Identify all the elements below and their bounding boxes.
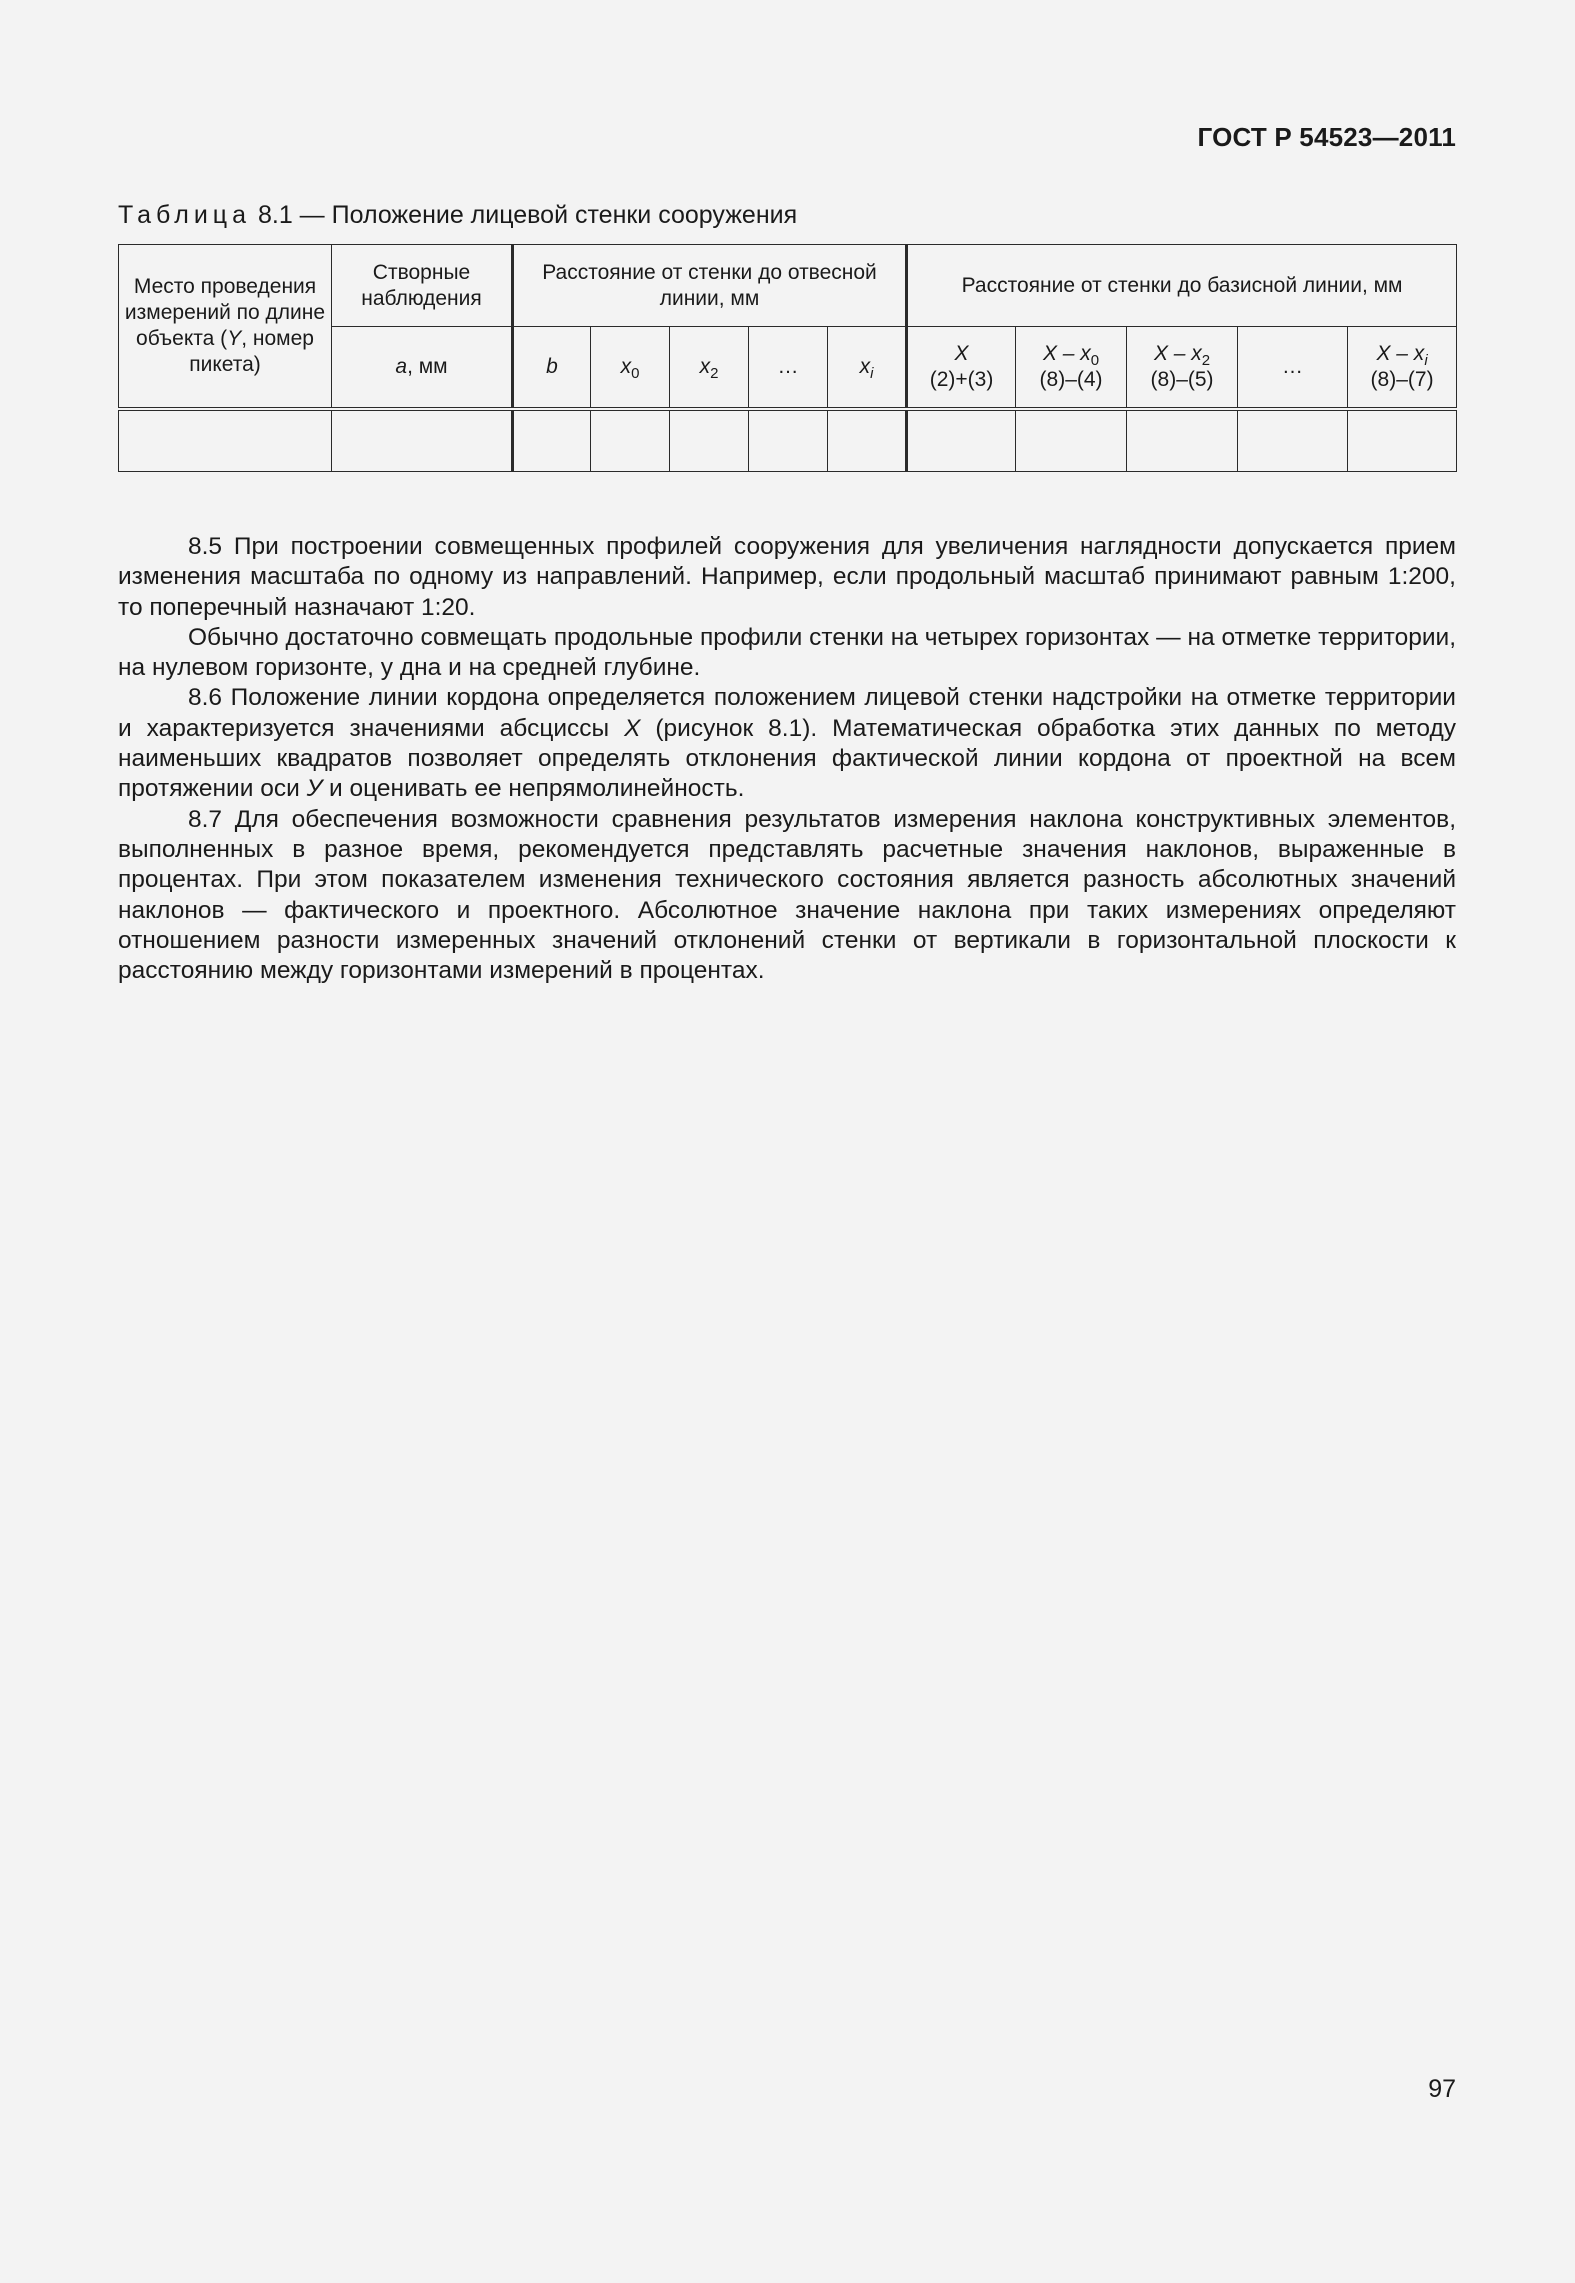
header-stvor-observations: Створные наблюдения bbox=[332, 245, 513, 327]
header-measurement-place: Место проведения измерений по длине объекта (Y, номер пикета) bbox=[119, 245, 332, 409]
body-text bbox=[118, 532, 1456, 986]
header-plumb-distance: Расстояние от стенки до отвесной линии, мм bbox=[513, 245, 907, 327]
header-base-distance: Расстояние от стенки до базисной линии, мм bbox=[907, 245, 1457, 327]
subheader-b: b bbox=[513, 327, 591, 409]
subheader-X-minus-x0: X – $x_0$ (8)–(4) bbox=[1016, 327, 1127, 409]
table-cell bbox=[1348, 409, 1457, 472]
subheader-X-minus-xi: X – $x_i$ (8)–(7) bbox=[1348, 327, 1457, 409]
table-cell bbox=[513, 409, 591, 472]
table-caption-label: Таблица bbox=[118, 201, 252, 229]
subheader-xi: $x_i$ bbox=[828, 327, 907, 409]
table-cell bbox=[119, 409, 332, 472]
document-code: ГОСТ Р 54523—2011 bbox=[1197, 122, 1456, 152]
table-cell bbox=[1238, 409, 1348, 472]
table-cell bbox=[749, 409, 828, 472]
table-cell bbox=[1127, 409, 1238, 472]
table-cell bbox=[670, 409, 749, 472]
table-caption-title: 8.1 — Положение лицевой стенки сооружения bbox=[251, 201, 798, 229]
subheader-x0: $x_0$ bbox=[591, 327, 670, 409]
subheader-x2: $x_2$ bbox=[670, 327, 749, 409]
subheader-dots-1: … bbox=[749, 327, 828, 409]
paragraph-horizons: Обычно достаточно совмещать продольные профили стенки на четырех горизонтах — на отметке территории, на нулевом горизонте, у дна и на средней глубине. bbox=[118, 623, 1456, 682]
table-cell bbox=[828, 409, 907, 472]
subheader-dots-2: … bbox=[1238, 327, 1348, 409]
paragraph-8-7: 8.7 Для обеспечения возможности сравнения результатов измерения наклона конструктивных элементов, выполненных в разное время, рекомендуется представлять расчетные значения наклонов, выраженные в процентах. При этом показателем изменения технического состояния является разность абсолютных значений наклонов — фактического и проектного. Абсолютное значение наклона при таких измерениях определяют отношением разности измеренных значений отклонений стенки от вертикали в горизонтальной плоскости к расстоянию между горизонтами измерений в процентах. bbox=[118, 805, 1456, 985]
subheader-a: a, мм bbox=[332, 327, 513, 409]
subheader-X-minus-x2: X – $x_2$ (8)–(5) bbox=[1127, 327, 1238, 409]
table-header-row bbox=[119, 245, 1457, 327]
table-cell bbox=[1016, 409, 1127, 472]
table-caption bbox=[118, 201, 797, 230]
measurement-table bbox=[118, 244, 1457, 472]
table-cell bbox=[332, 409, 513, 472]
subheader-X: X (2)+(3) bbox=[907, 327, 1016, 409]
table-row bbox=[119, 409, 1457, 472]
paragraph-8-6: 8.6 Положение линии кордона определяется положением лицевой стенки надстройки на отметке территории и характеризуется значениями абсциссы X (рисунок 8.1). Математическая обработка этих данных по методу наименьших квадратов позволяет определять отклонения фактической линии кордона от проектной на всем протяжении оси У и оценивать ее непрямолинейность. bbox=[118, 684, 1456, 803]
table-cell bbox=[591, 409, 670, 472]
paragraph-8-5: 8.5 При построении совмещенных профилей сооружения для увеличения наглядности допускается прием изменения масштаба по одному из направлений. Например, если продольный масштаб принимают равным 1:200, то поперечный назначают 1:20. bbox=[118, 533, 1456, 621]
page-number: 97 bbox=[1428, 2075, 1456, 2103]
table-cell bbox=[907, 409, 1016, 472]
